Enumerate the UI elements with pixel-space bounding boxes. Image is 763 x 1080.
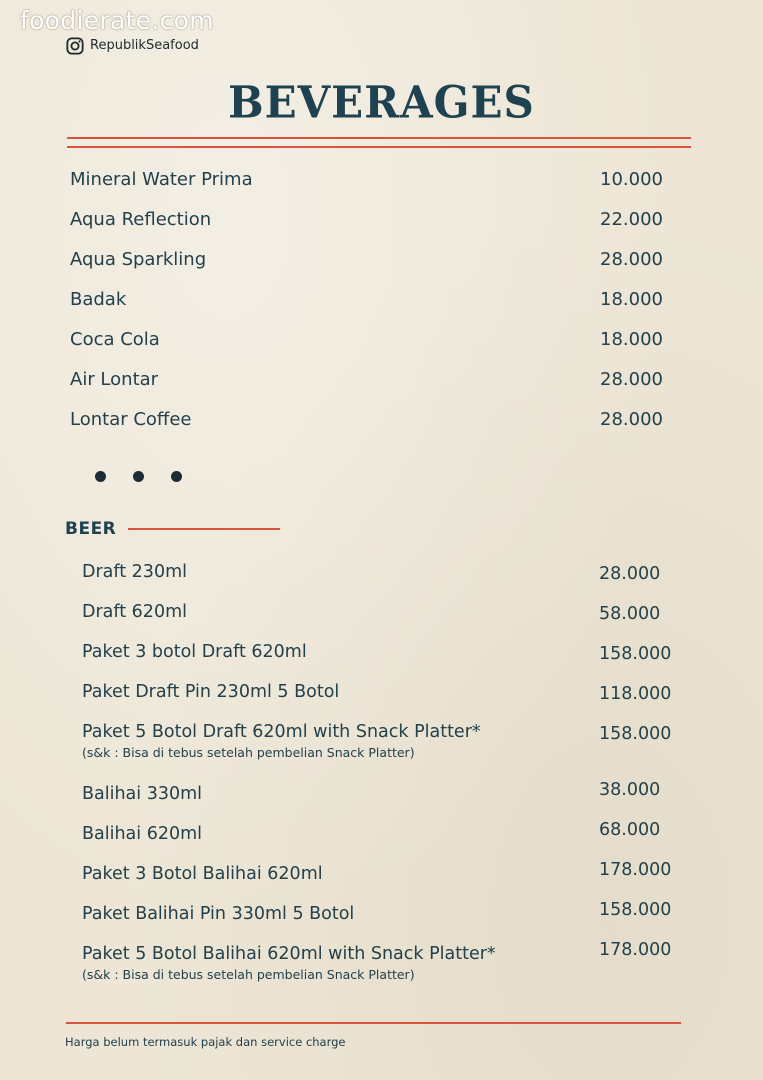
item-price: 28.000 (600, 369, 663, 390)
page-title: BEVERAGES (228, 76, 535, 129)
instagram-icon (66, 37, 84, 55)
footer-note: Harga belum termasuk pajak dan service charge (65, 1035, 346, 1049)
ellipsis-separator (95, 471, 182, 482)
item-price: 28.000 (600, 409, 663, 430)
list-item (70, 248, 670, 288)
item-price: 178.000 (599, 940, 672, 960)
item-price: 158.000 (599, 644, 672, 664)
item-name: Aqua Sparkling (70, 249, 207, 270)
item-name: Paket 5 Botol Draft 620ml with Snack Platter* (82, 722, 481, 742)
instagram-handle-block (66, 37, 199, 55)
section-title: BEER (65, 519, 117, 539)
item-name: Aqua Reflection (70, 209, 212, 230)
title-divider-top (67, 137, 691, 139)
item-name: Paket 5 Botol Balihai 620ml with Snack Platter* (82, 944, 496, 964)
item-price: 18.000 (600, 289, 663, 310)
item-name: Lontar Coffee (70, 409, 192, 430)
item-name: Paket 3 Botol Balihai 620ml (82, 864, 323, 884)
section-divider (128, 528, 280, 530)
item-price: 118.000 (599, 684, 672, 704)
item-name: Draft 620ml (82, 602, 187, 622)
item-name: Mineral Water Prima (70, 169, 253, 190)
item-name: Badak (70, 289, 127, 310)
item-price: 28.000 (599, 564, 661, 584)
item-price: 22.000 (600, 209, 663, 230)
item-price: 68.000 (599, 820, 661, 840)
item-price: 178.000 (599, 860, 672, 880)
list-item (70, 368, 670, 408)
item-note: (s&k : Bisa di tebus setelah pembelian Snack Platter) (82, 745, 415, 760)
item-price: 18.000 (600, 329, 663, 350)
dot-icon (133, 471, 144, 482)
item-name: Coca Cola (70, 329, 160, 350)
beverage-list (70, 168, 670, 448)
list-item (70, 408, 670, 448)
item-price: 10.000 (600, 169, 663, 190)
item-price: 58.000 (599, 604, 661, 624)
list-item (70, 168, 670, 208)
item-price: 158.000 (599, 900, 672, 920)
item-name: Air Lontar (70, 369, 159, 390)
item-price: 28.000 (600, 249, 663, 270)
item-name: Draft 230ml (82, 562, 187, 582)
item-name: Balihai 330ml (82, 784, 203, 804)
title-divider-bottom (67, 146, 691, 148)
watermark: foodierate.com (20, 6, 214, 35)
dot-icon (95, 471, 106, 482)
item-name: Paket 3 botol Draft 620ml (82, 642, 307, 662)
list-item (70, 328, 670, 368)
item-note: (s&k : Bisa di tebus setelah pembelian Snack Platter) (82, 967, 415, 982)
item-name: Balihai 620ml (82, 824, 203, 844)
instagram-handle: RepublikSeafood (90, 38, 199, 53)
dot-icon (171, 471, 182, 482)
item-name: Paket Balihai Pin 330ml 5 Botol (82, 904, 355, 924)
section-heading-beer (65, 519, 280, 539)
footer-divider (66, 1022, 681, 1024)
item-name: Paket Draft Pin 230ml 5 Botol (82, 682, 340, 702)
item-price: 38.000 (599, 780, 661, 800)
list-item (70, 208, 670, 248)
list-item (70, 288, 670, 328)
item-price: 158.000 (599, 724, 672, 744)
